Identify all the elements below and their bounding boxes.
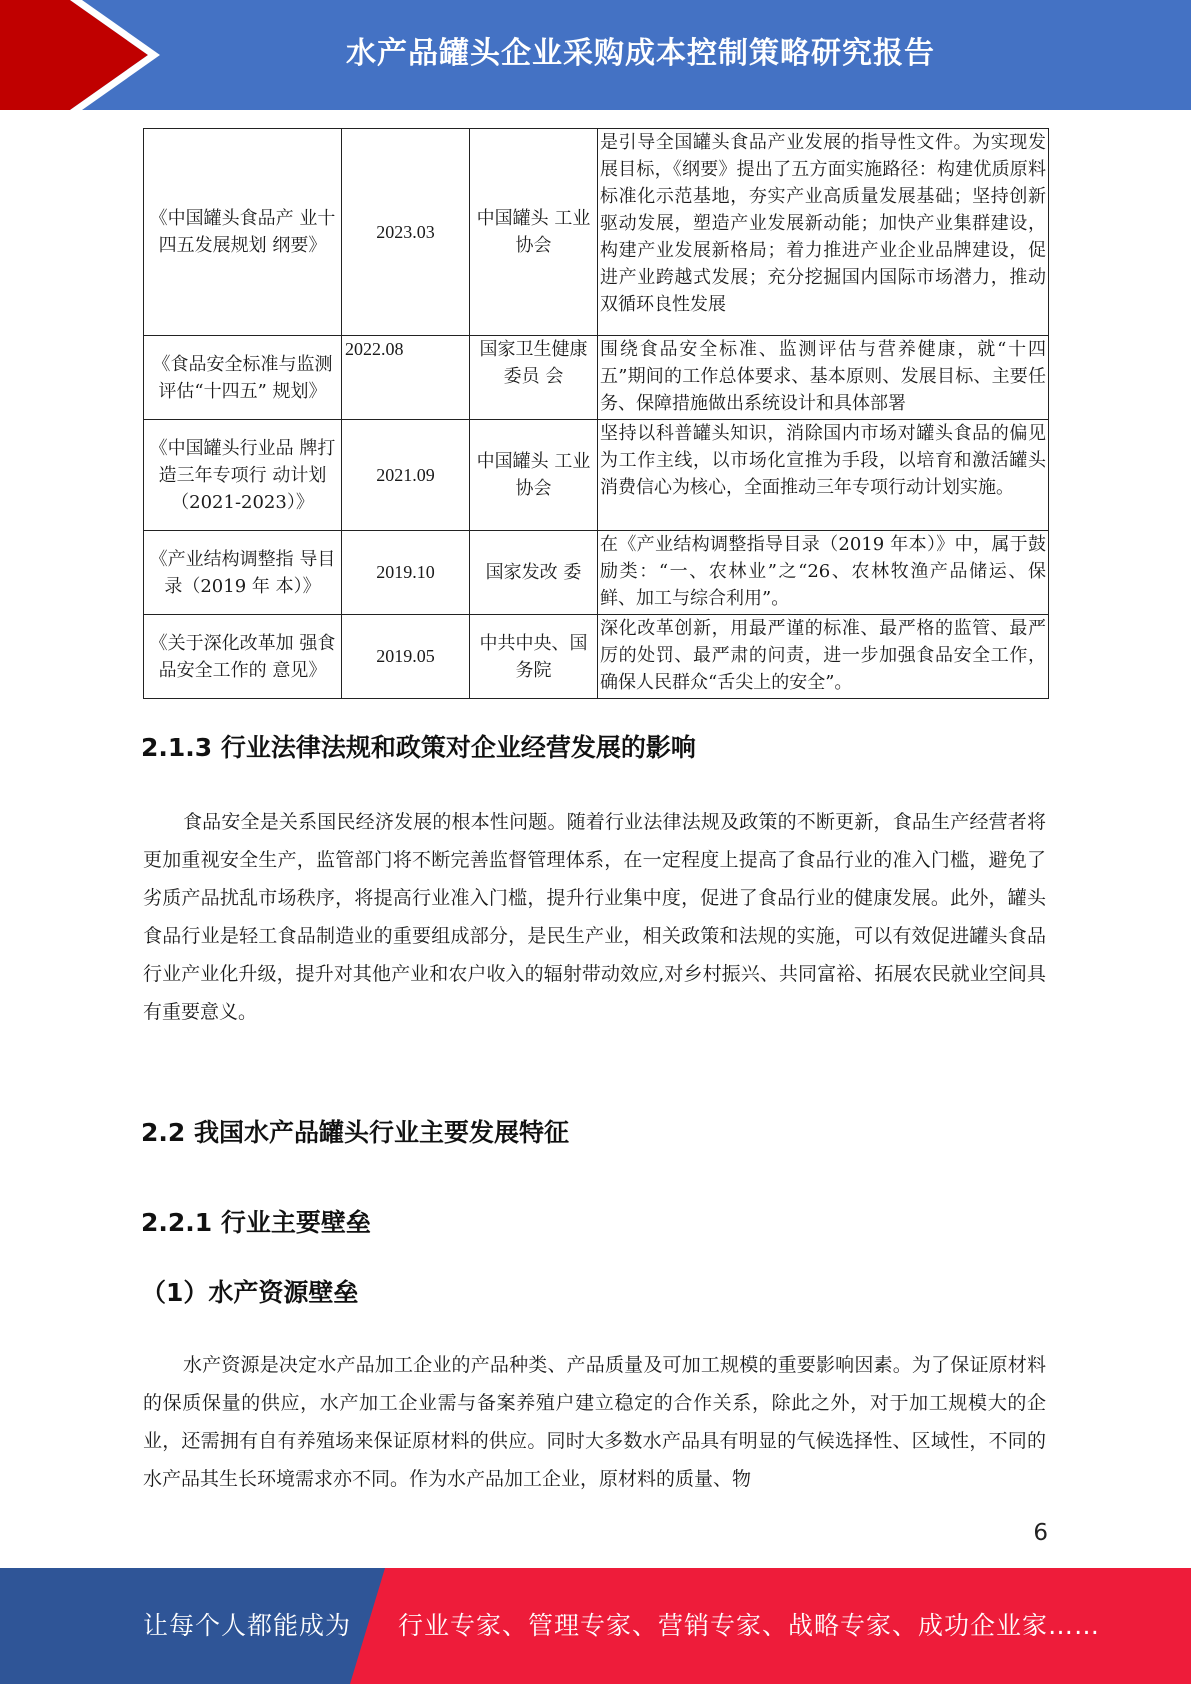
section-paragraph: 食品安全是关系国民经济发展的根本性问题。随着行业法律法规及政策的不断更新，食品生产经营者将更加重视安全生产，监管部门将不断完善监督管理体系，在一定程度上提高了食品行业的准入门槛，避免了劣质产品扰乱市场秩序，将提高行业准入门槛，提升行业集中度，促进了食品行业的健康发展。此外，罐头食品行业是轻工食品制造业的重要组成部分，是民生产业，相关政策和法规的实施，可以有效促进罐头食品行业产业化升级，提升对其他产业和农户收入的辐射带动效应,对乡村振兴、共同富裕、拓展农民就业空间具有重要意义。	[143, 811, 1046, 1023]
policy-org: 国家卫生健康委员 会	[470, 336, 598, 420]
subsection-heading-resource-barrier: （1）水产资源壁垒	[141, 1278, 359, 1307]
table-row	[144, 420, 1049, 531]
page-header	[0, 0, 1191, 110]
table-row	[144, 129, 1049, 336]
policy-org: 中国罐头 工业协会	[470, 129, 598, 336]
table-row	[144, 531, 1049, 615]
policy-org: 国家发改 委	[470, 531, 598, 615]
policy-name: 《中国罐头食品产 业十四五发展规划 纲要》	[144, 129, 342, 336]
policy-desc: 围绕食品安全标准、监测评估与营养健康，就“十四五”期间的工作总体要求、基本原则、发展目标、主要任务、保障措施做出系统设计和具体部署	[600, 339, 1046, 414]
policy-date: 2023.03	[342, 129, 470, 336]
policy-date: 2019.10	[342, 531, 470, 615]
policy-table	[143, 128, 1049, 699]
page-footer	[0, 1568, 1191, 1684]
section-heading-2-2: 2.2 我国水产品罐头行业主要发展特征	[141, 1118, 569, 1147]
policy-org: 中国罐头 工业协会	[470, 420, 598, 531]
table-row	[144, 615, 1049, 699]
policy-date: 2022.08	[342, 336, 470, 420]
policy-name: 《中国罐头行业品 牌打造三年专项行 动计划 （2021-2023）》	[144, 420, 342, 531]
section-heading-2-1-3: 2.1.3 行业法律法规和政策对企业经营发展的影响	[141, 733, 696, 762]
footer-slogan-right: 行业专家、管理专家、营销专家、战略专家、成功企业家……	[398, 1611, 1101, 1640]
policy-desc: 深化改革创新，用最严谨的标准、最严格的监管、最严厉的处罚、最严肃的问责，进一步加强食品安全工作，确保人民群众“舌尖上的安全”。	[598, 615, 1049, 699]
policy-name: 《产业结构调整指 导目录（2019 年 本）》	[144, 531, 342, 615]
section-heading-2-2-1: 2.2.1 行业主要壁垒	[141, 1208, 371, 1237]
page-number: 6	[1033, 1520, 1048, 1546]
report-title: 水产品罐头企业采购成本控制策略研究报告	[346, 36, 935, 71]
policy-desc: 在《产业结构调整指导目录（2019 年本）》中，属于鼓励类：“一、农林业”之“26、农林牧渔产品储运、保鲜、加工与综合利用”。	[598, 531, 1049, 615]
policy-name: 《关于深化改革加 强食品安全工作的 意见》	[144, 615, 342, 699]
section-paragraph: 水产资源是决定水产品加工企业的产品种类、产品质量及可加工规模的重要影响因素。为了保证原材料的保质保量的供应，水产加工企业需与备案养殖户建立稳定的合作关系，除此之外，对于加工规模大的企业，还需拥有自有养殖场来保证原材料的供应。同时大多数水产品具有明显的气候选择性、区域性，不同的水产品其生长环境需求亦不同。作为水产品加工企业，原材料的质量、物	[143, 1354, 1046, 1490]
policy-desc: 是引导全国罐头食品产业发展的指导性文件。为实现发展目标，《纲要》提出了五方面实施路径：构建优质原料标准化示范基地，夯实产业高质量发展基础；坚持创新驱动发展，塑造产业发展新动能；加快产业集群建设，构建产业发展新格局；着力推进产业企业品牌建设，促进产业跨越式发展；充分挖掘国内国际市场潜力，推动双循环良性发展	[600, 132, 1046, 315]
policy-date: 2021.09	[342, 420, 470, 531]
footer-slogan-left: 让每个人都能成为	[143, 1611, 352, 1640]
policy-org: 中共中央、国务院	[470, 615, 598, 699]
table-row	[144, 336, 1049, 420]
policy-date: 2019.05	[342, 615, 470, 699]
policy-name: 《食品安全标准与监测评估“十四五” 规划》	[144, 336, 342, 420]
policy-desc: 坚持以科普罐头知识，消除国内市场对罐头食品的偏见为工作主线，以市场化宣推为手段，以培育和激活罐头消费信心为核心，全面推动三年专项行动计划实施。	[598, 420, 1049, 531]
